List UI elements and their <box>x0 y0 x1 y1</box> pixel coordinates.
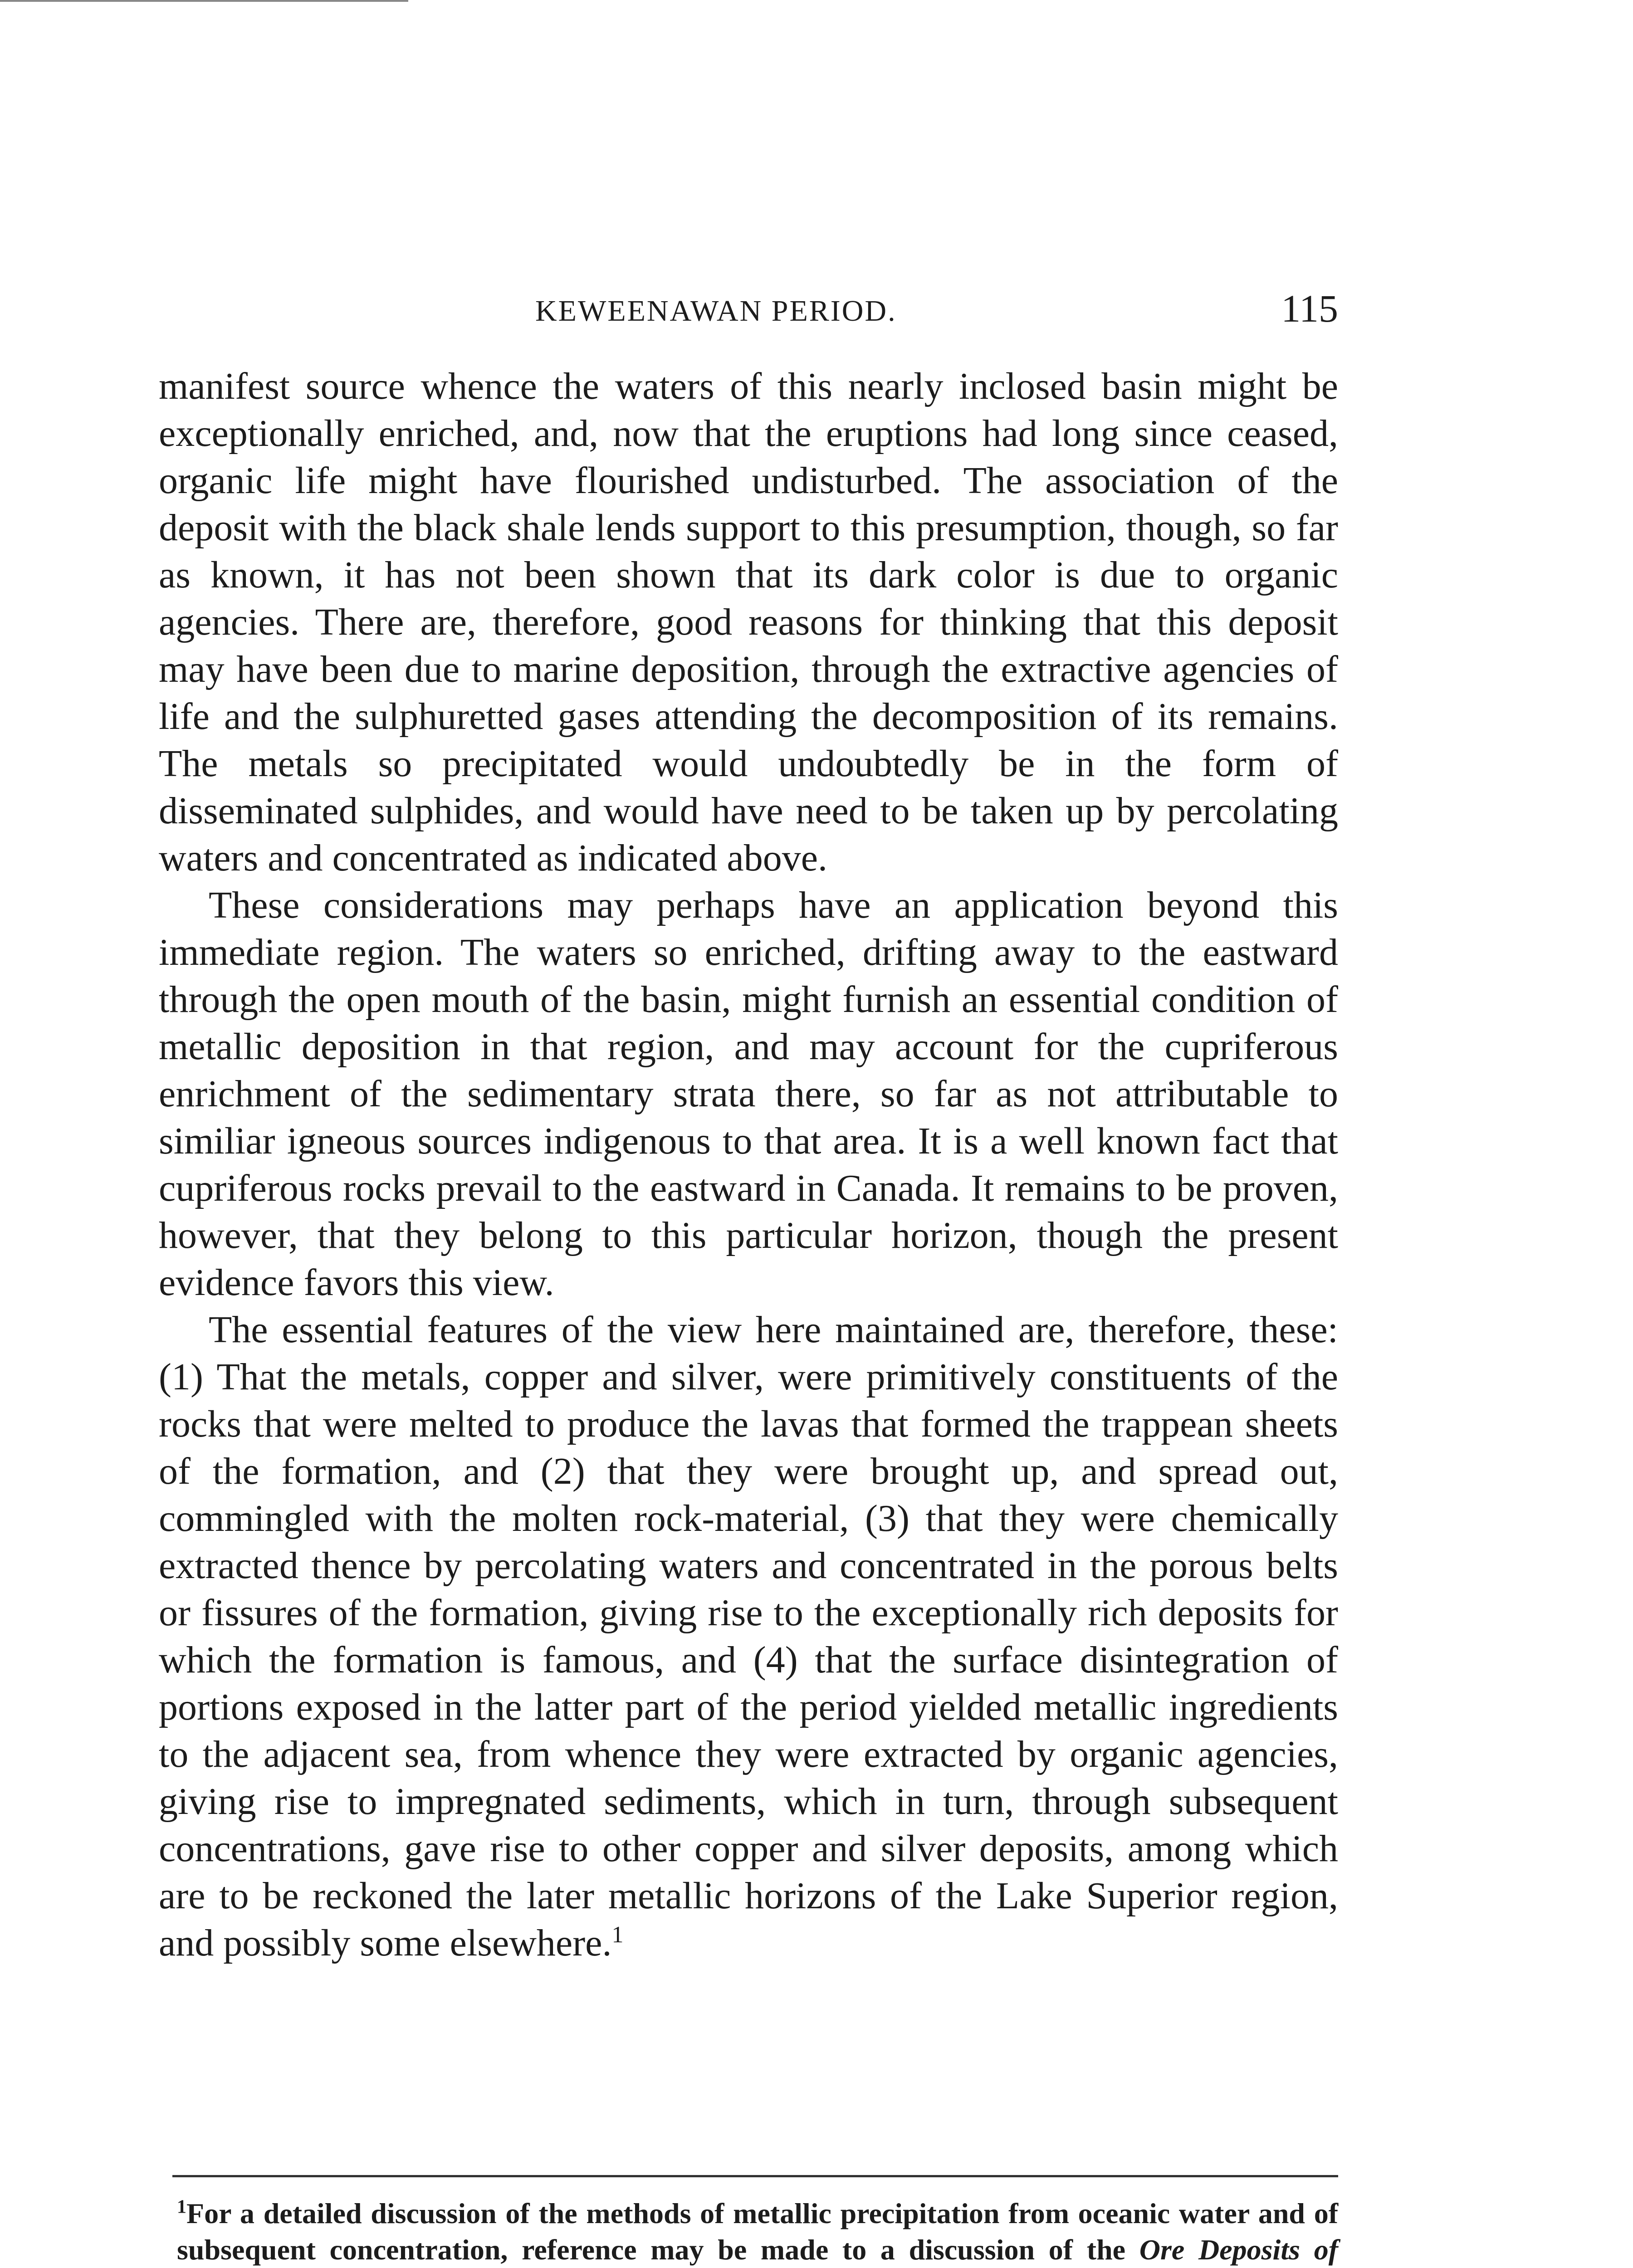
running-title: KEWEENAWAN PERIOD. <box>535 294 897 327</box>
top-edge-rule <box>0 0 408 2</box>
paragraph-3 <box>159 1306 1338 1967</box>
footnote <box>177 2195 1338 2268</box>
page-header <box>159 286 1338 336</box>
body-text <box>159 363 1338 1967</box>
footnote-divider <box>172 2175 1338 2177</box>
footnote-reference[interactable]: 1 <box>611 1922 624 1948</box>
footnote-mark: 1 <box>177 2196 186 2218</box>
paragraph-3-text: The essential features of the view here maintained are, therefore, these: (1) That the metals, copper and silver, were primitively constituents of the rocks that were melted to produce the lavas that formed the trappean sheets of the formation, and (2) that they were brought up, and spread out, commingled with the molten rock-material, (3) that they were chemically extracted thence by percolating waters and concentrated in the porous belts or fissures of the formation, giving rise to the exceptionally rich deposits for which the formation is famous, and (4) that the surface disintegration of portions exposed in the latter part of the period yielded metallic ingredients to the adjacent sea, from whence they were extracted by organic agencies, giving rise to impregnated sediments, which in turn, through subsequent concentrations, gave rise to other copper and silver deposits, among which are to be reckoned the later metallic horizons of the Lake Superior region, and possibly some elsewhere. <box>159 1309 1338 1964</box>
footnote-cited-title: Ore Deposits of <box>1139 2234 1339 2266</box>
footnote-text-before: For a detailed discussion of the methods of metallic precipitation from oceanic water and of subsequent concentration, reference may be made to a discussion of the <box>177 2197 1338 2266</box>
paragraph-1: manifest source whence the waters of this nearly inclosed basin might be exceptionally enriched, and, now that the eruptions had long since ceased, organic life might have flourished undisturbed. The association of the deposit with the black shale lends support to this presumption, though, so far as known, it has not been shown that its dark color is due to organic agencies. There are, therefore, good reasons for thinking that this deposit may have been due to marine deposition, through the extractive agencies of life and the sulphuretted gases attending the decomposition of its remains. The metals so precipitated would undoubtedly be in the form of disseminated sulphides, and would have need to be taken up by percolating waters and concentrated as indicated above. <box>159 365 1338 879</box>
page-number: 115 <box>1281 287 1338 330</box>
paragraph-2: These considerations may perhaps have an application beyond this immediate region. The waters so enriched, drifting away to the eastward through the open mouth of the basin, might furnish an essential condition of metallic deposition in that region, and may account for the cupriferous enrichment of the sedimentary strata there, so far as not attributable to similiar igneous sources indigenous to that area. It is a well known fact that cupriferous rocks prevail to the eastward in Canada. It remains to be proven, however, that they belong to this particular horizon, though the present evidence favors this view. <box>159 884 1338 1304</box>
